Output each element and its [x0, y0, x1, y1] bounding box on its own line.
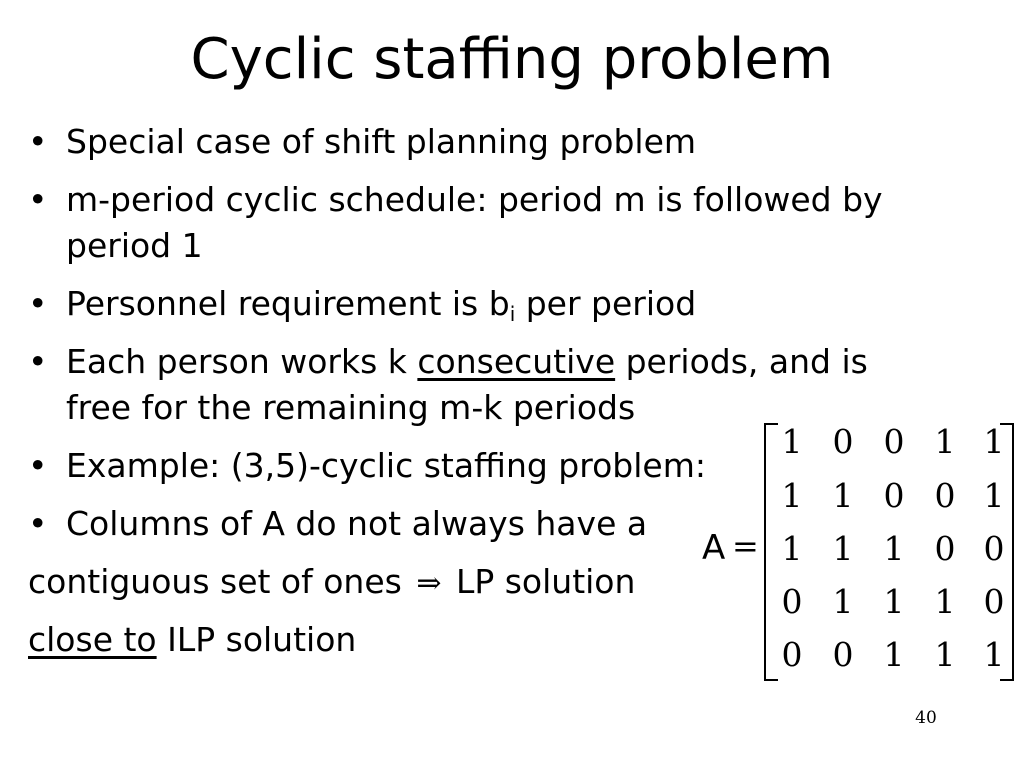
matrix-cell: 0 [934, 476, 956, 515]
bullet-text: Columns of A do not always have a [66, 504, 648, 543]
implies-arrow-icon: ⇒ [416, 566, 442, 601]
bullet-text [66, 338, 868, 386]
underlined-close-to: close to [28, 620, 157, 659]
bullet-text: Special case of shift planning problem [66, 122, 697, 161]
matrix-cell: 1 [832, 582, 854, 621]
matrix-cell: 1 [934, 635, 956, 674]
matrix-cell: 0 [832, 422, 854, 461]
matrix-row [772, 413, 1012, 471]
matrix-cell: 1 [832, 529, 854, 568]
bullet-dot-icon: • [28, 446, 48, 485]
bullet-text: period 1 [66, 226, 203, 265]
bullet-dot-icon: • [28, 284, 48, 323]
matrix-cell: 0 [983, 529, 1005, 568]
bullet-dot-icon: • [28, 504, 48, 543]
bullet-text [66, 280, 696, 328]
bullet-text: m-period cyclic schedule: period m is followed by [66, 180, 883, 219]
subscript-i: i [509, 302, 516, 326]
matrix-label: A [702, 528, 726, 568]
matrix-cell: 1 [983, 422, 1005, 461]
slide-title: Cyclic staffing problem [190, 27, 834, 92]
page-number: 40 [915, 708, 937, 728]
matrix-cell: 1 [781, 422, 803, 461]
bullet-text-start: Each person works k [66, 342, 418, 381]
matrix-cell: 1 [883, 582, 905, 621]
underlined-consecutive: consecutive [417, 342, 616, 381]
continuation-line [28, 616, 356, 664]
equals-sign: = [732, 527, 759, 565]
matrix-cell: 0 [883, 476, 905, 515]
bullet-text-end: per period [515, 284, 697, 323]
matrix-cell: 0 [983, 582, 1005, 621]
matrix-cell: 1 [832, 476, 854, 515]
matrix-cell: 0 [883, 422, 905, 461]
bullet-text-start: Personnel requirement is b [66, 284, 510, 323]
matrix-row [772, 573, 1012, 631]
bullet-text: Example: (3,5)-cyclic staffing problem: [66, 446, 706, 485]
matrix-cell: 1 [883, 529, 905, 568]
continuation-text: contiguous set of ones [28, 562, 402, 601]
bullet-dot-icon: • [28, 180, 48, 219]
matrix-cell: 0 [934, 529, 956, 568]
matrix-row [772, 520, 1012, 578]
matrix-cell: 1 [983, 635, 1005, 674]
matrix-cell: 1 [934, 582, 956, 621]
continuation-text: LP solution [445, 562, 636, 601]
bullet-dot-icon: • [28, 122, 48, 161]
matrix-cell: 0 [832, 635, 854, 674]
bullet-text: free for the remaining m-k periods [66, 388, 636, 427]
matrix-cell: 0 [781, 582, 803, 621]
bullet-text-end: periods, and is [615, 342, 868, 381]
matrix-cell: 1 [883, 635, 905, 674]
continuation-text: ILP solution [156, 620, 357, 659]
matrix-cell: 0 [781, 635, 803, 674]
matrix-cell: 1 [934, 422, 956, 461]
bullet-dot-icon: • [28, 342, 48, 381]
matrix-cell: 1 [781, 529, 803, 568]
matrix-row [772, 467, 1012, 525]
continuation-line [28, 558, 635, 608]
matrix-cell: 1 [781, 476, 803, 515]
matrix-cell: 1 [983, 476, 1005, 515]
matrix-row [772, 626, 1012, 684]
